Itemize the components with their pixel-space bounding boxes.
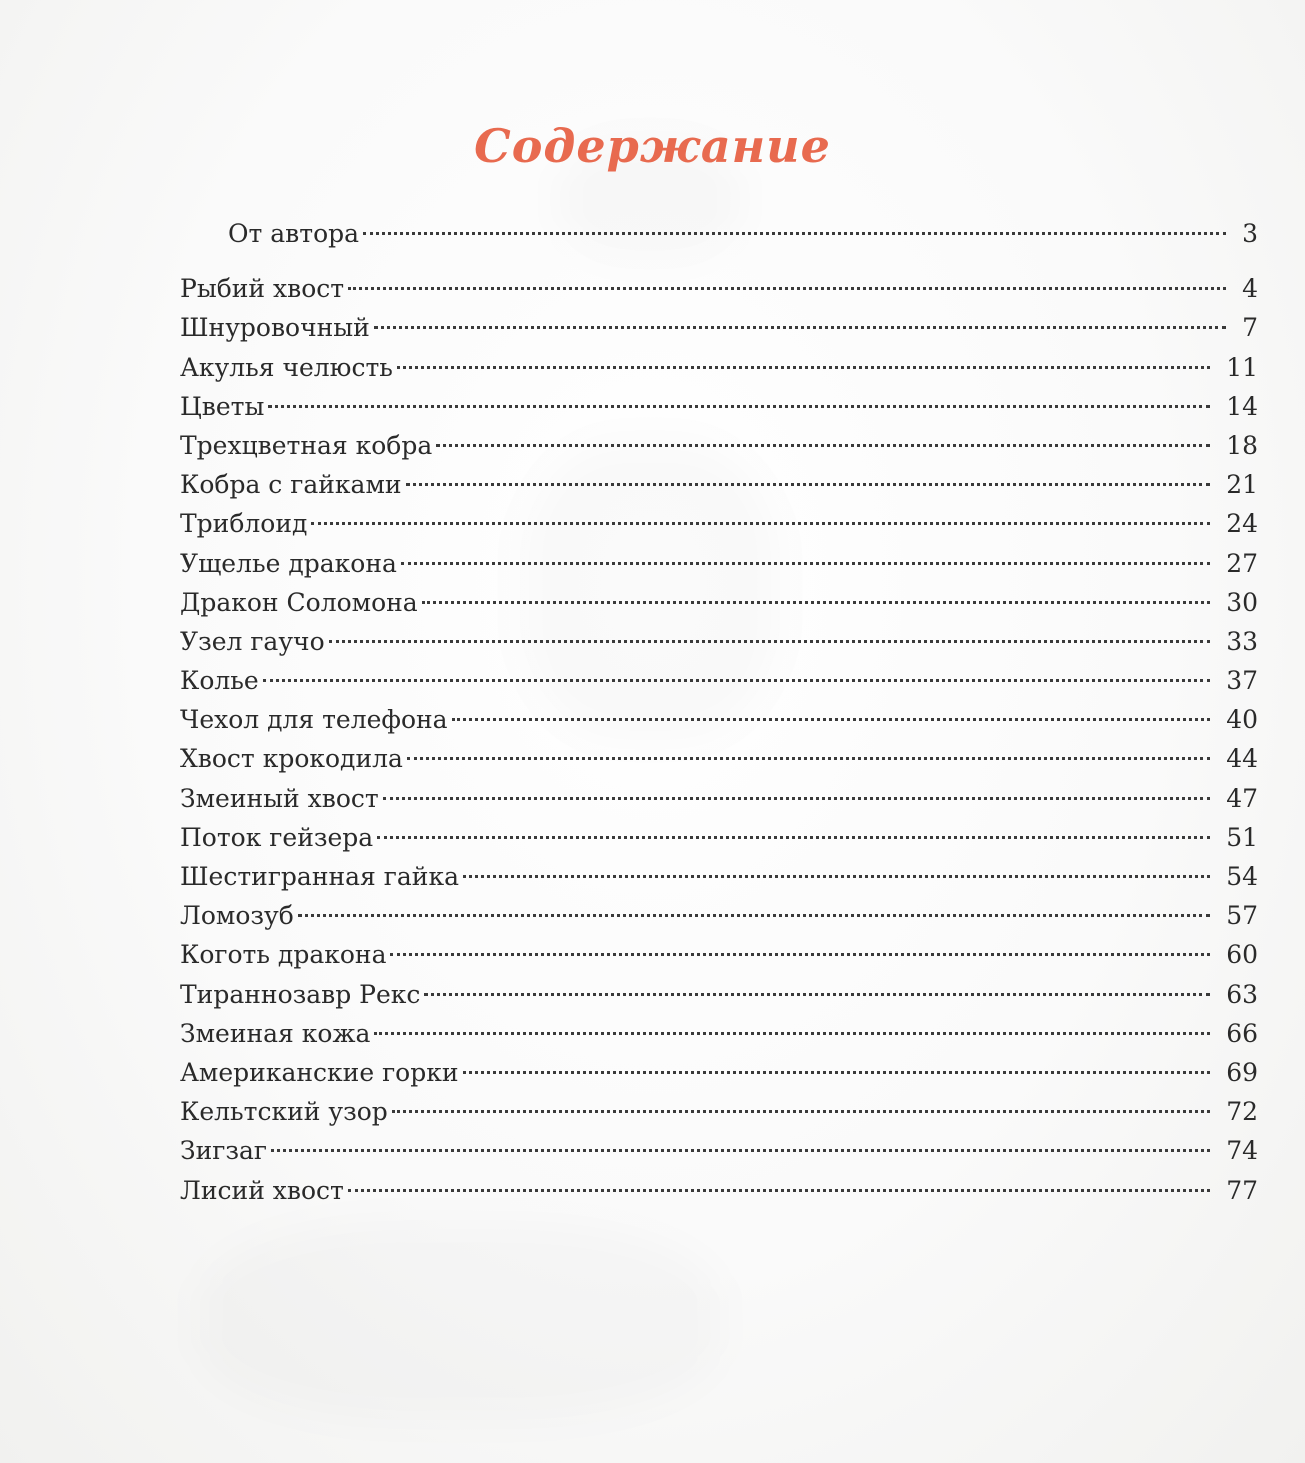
dot-leader	[424, 993, 1210, 996]
toc-entry-page: 66	[1226, 1018, 1258, 1048]
dot-leader	[452, 718, 1211, 721]
toc-entry-page: 77	[1226, 1175, 1258, 1205]
toc-entry-page: 72	[1226, 1097, 1258, 1127]
toc-entry-label: Лисий хвост	[180, 1175, 344, 1205]
dot-leader	[271, 1149, 1210, 1152]
toc-entry-page: 51	[1226, 822, 1258, 852]
dot-leader	[348, 287, 1226, 290]
toc-entry-label: Поток гейзера	[180, 822, 374, 852]
toc-entry-page: 37	[1226, 666, 1258, 696]
dot-leader	[383, 797, 1210, 800]
toc-entry-label: Трехцветная кобра	[180, 430, 433, 460]
table-of-contents	[180, 214, 1258, 1210]
toc-entry[interactable]	[180, 896, 1258, 935]
toc-entry-label: Коготь дракона	[180, 940, 387, 970]
toc-entry[interactable]	[180, 1171, 1258, 1210]
toc-entry-page: 4	[1242, 274, 1258, 304]
toc-entry-page: 3	[1242, 219, 1258, 248]
toc-entry-label: Змеиная кожа	[180, 1018, 371, 1048]
toc-entry[interactable]	[180, 779, 1258, 818]
toc-entry-label: Акулья челюсть	[180, 352, 393, 382]
toc-entry[interactable]	[180, 1014, 1258, 1053]
toc-entry-label: Хвост крокодила	[180, 744, 403, 774]
toc-entry[interactable]	[180, 426, 1258, 465]
toc-entry-label: Чехол для телефона	[180, 705, 448, 735]
dot-leader	[407, 757, 1210, 760]
dot-leader	[374, 1032, 1210, 1035]
dot-leader	[377, 836, 1210, 839]
toc-entry-page: 18	[1226, 430, 1258, 460]
toc-entry-intro[interactable]	[180, 214, 1258, 253]
toc-entry-page: 54	[1226, 862, 1258, 891]
toc-entry-label: Зигзаг	[180, 1136, 267, 1166]
toc-entry-label: Ущелье дракона	[180, 548, 397, 578]
dot-leader	[422, 601, 1210, 604]
dot-leader	[463, 1071, 1211, 1074]
toc-entry-label: Рыбий хвост	[180, 274, 345, 304]
toc-entry-page: 24	[1226, 509, 1258, 539]
toc-entry-page: 60	[1226, 940, 1258, 970]
toc-entry[interactable]	[180, 348, 1258, 387]
toc-entry[interactable]	[180, 465, 1258, 504]
toc-entry-page: 21	[1226, 470, 1258, 500]
dot-leader	[436, 444, 1210, 447]
toc-entry[interactable]	[180, 661, 1258, 700]
dot-leader	[311, 522, 1210, 525]
toc-entry[interactable]	[180, 269, 1258, 308]
dot-leader	[390, 953, 1210, 956]
toc-entry[interactable]	[180, 387, 1258, 426]
toc-entry-page: 27	[1226, 548, 1258, 578]
dot-leader	[406, 483, 1211, 486]
toc-entry-label: Шнуровочный	[180, 313, 370, 343]
toc-entry[interactable]	[180, 935, 1258, 974]
toc-entry-label: Шестигранная гайка	[180, 862, 459, 891]
toc-entry-label: Цветы	[180, 391, 265, 421]
toc-entry-page: 30	[1226, 587, 1258, 617]
toc-entry[interactable]	[180, 308, 1258, 347]
toc-entry-page: 44	[1226, 744, 1258, 774]
toc-entry-page: 33	[1226, 626, 1258, 656]
dot-leader	[401, 562, 1210, 565]
dot-leader	[392, 1110, 1210, 1113]
toc-entry-label: Колье	[180, 666, 259, 696]
show-through-shadow	[200, 1220, 720, 1420]
toc-entry[interactable]	[180, 1131, 1258, 1170]
toc-entry-label: Узел гаучо	[180, 626, 325, 656]
toc-entry-page: 7	[1242, 313, 1258, 343]
dot-leader	[463, 875, 1210, 878]
toc-entry[interactable]	[180, 857, 1258, 896]
toc-entry[interactable]	[180, 1053, 1258, 1092]
toc-entry[interactable]	[180, 622, 1258, 661]
dot-leader	[298, 914, 1210, 917]
toc-entry-page: 69	[1226, 1057, 1258, 1087]
dot-leader	[263, 679, 1211, 682]
toc-entry[interactable]	[180, 818, 1258, 857]
toc-entry-label: Кельтский узор	[180, 1097, 388, 1127]
dot-leader	[374, 326, 1226, 329]
toc-entry-label: Ломозуб	[180, 901, 294, 931]
toc-entry[interactable]	[180, 700, 1258, 739]
dot-leader	[397, 366, 1210, 369]
toc-entry-label: Дракон Соломона	[180, 587, 418, 617]
dot-leader	[268, 405, 1210, 408]
dot-leader	[329, 640, 1211, 643]
toc-entry-label: Кобра с гайками	[180, 470, 402, 500]
page-title: Содержание	[474, 118, 831, 173]
toc-entry-page: 14	[1226, 391, 1258, 421]
toc-entry-label: Триблоид	[180, 509, 308, 539]
toc-entry-label: Американские горки	[180, 1057, 459, 1087]
toc-entry-page: 74	[1226, 1136, 1258, 1166]
toc-entry-page: 63	[1226, 979, 1258, 1009]
toc-entry-label: Змеиный хвост	[180, 783, 379, 813]
dot-leader	[348, 1189, 1210, 1192]
toc-entry[interactable]	[180, 1092, 1258, 1131]
toc-entry[interactable]	[180, 504, 1258, 543]
dot-leader	[363, 232, 1226, 235]
toc-entry[interactable]	[180, 975, 1258, 1014]
toc-entry-page: 40	[1226, 705, 1258, 735]
toc-entry[interactable]	[180, 544, 1258, 583]
toc-entry-label: Тираннозавр Рекс	[180, 979, 421, 1009]
toc-entry-page: 11	[1226, 352, 1258, 382]
toc-entry-page: 47	[1226, 783, 1258, 813]
toc-entry[interactable]	[180, 739, 1258, 778]
toc-entry-label: От автора	[228, 219, 360, 248]
toc-entry-page: 57	[1226, 901, 1258, 931]
toc-entry[interactable]	[180, 583, 1258, 622]
